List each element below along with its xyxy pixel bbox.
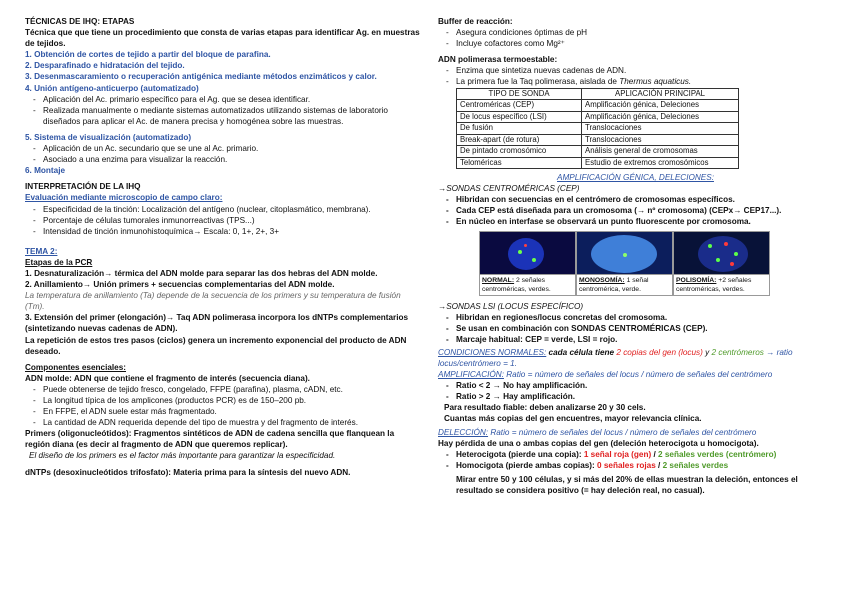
amplification-formula: [438, 369, 833, 380]
list-item: - En núcleo en interfase se observará un punto fluorescente por cromosoma.: [456, 216, 833, 227]
table-cell: Translocaciones: [582, 134, 739, 146]
list-item: - Asociado a una enzima para visualizar la reacción.: [43, 154, 420, 165]
step-4: 4. Unión antígeno-anticuerpo (automatizado): [25, 83, 199, 93]
homozygous-red: 0 señales rojas: [597, 460, 656, 470]
step-3: 3. Desenmascaramiento o recuperación antigénica mediante métodos enzimáticos y calor.: [25, 72, 377, 82]
fish-monosomy-image: [576, 231, 673, 275]
list-item: - Aplicación del Ac. primario específico para el Ag. que se desea identificar.: [43, 94, 420, 105]
table-row: [457, 146, 739, 158]
table-row: [457, 157, 739, 169]
separator: /: [655, 460, 663, 470]
normal-conditions-label: CONDICIONES NORMALES:: [438, 347, 547, 357]
species-name: Thermus aquaticus.: [619, 77, 692, 87]
list-item: [456, 460, 833, 471]
table-header: APLICACIÓN PRINCIPAL: [582, 88, 739, 100]
list-item: - Ratio < 2 → No hay amplificación.: [456, 380, 833, 391]
fish-normal: [479, 231, 576, 296]
pcr-title: Etapas de la PCR: [25, 257, 93, 267]
interpretation-title: INTERPRETACIÓN DE LA IHQ: [25, 182, 141, 192]
caption: [576, 275, 673, 296]
table-cell: De locus específico (LSI): [457, 111, 582, 123]
list-item: - Aplicación de un Ac. secundario que se une al Ac. primario.: [43, 143, 420, 154]
step-6: 6. Montaje: [25, 166, 66, 176]
list-item: - Puede obtenerse de tejido fresco, congelado, FFPE (parafina), plasma, cADN, etc.: [43, 384, 420, 395]
pcr-step-1: 1. Desnaturalización→ térmica del ADN molde para separar las dos hebras del ADN molde.: [25, 268, 378, 278]
dntps-text: dNTPs (desoxinucleótidos trifosfato): Materia prima para la síntesis del nuevo ADN.: [25, 467, 351, 477]
amplification-label: AMPLIFICACIÓN:: [438, 370, 504, 380]
left-column: [25, 16, 420, 478]
list-item: - Asegura condiciones óptimas de pH: [456, 27, 833, 38]
list-item: - Ratio > 2 → Hay amplificación.: [456, 391, 833, 402]
cep-title: →SONDAS CENTROMÉRICAS (CEP): [438, 184, 580, 194]
amplification-relevance: Cuantas más copias del gen encuentres, mayor relevancia clínica.: [444, 414, 702, 424]
step-4-list: [25, 94, 420, 127]
list-item: [456, 449, 833, 460]
amplification-list: [438, 380, 833, 402]
caption: [479, 275, 576, 296]
probe-table: [456, 88, 739, 170]
table-cell: Amplificación génica, Deleciones: [582, 111, 739, 123]
separator: /: [651, 449, 659, 459]
deletion-ratio: Ratio = número de señales del locus / número de señales del centrómero: [488, 427, 757, 437]
polymerase-title: ADN polimerasa termoestable:: [438, 55, 558, 65]
amplification-ratio: Ratio = número de señales del locus / número de señales del centrómero: [503, 370, 773, 380]
list-item: - Incluye cofactores como Mg²⁺: [456, 38, 833, 49]
table-header-row: [457, 88, 739, 100]
final-note: Mirar entre 50 y 100 células, y si más del 20% de ellas muestran la deleción, entonces el resultado se considera positivo (= hay deleción real, no casual).: [456, 474, 798, 496]
step-5-list: [25, 143, 420, 165]
conjunction: y: [702, 347, 712, 357]
caption-label: NORMAL:: [482, 276, 515, 284]
step-1: 1. Obtención de cortes de tejido a partir del bloque de parafina.: [25, 50, 271, 60]
locus-copies: 2 copias del gen (locus): [616, 347, 703, 357]
list-item: - Hibridan con secuencias en el centrómero de cromosomas específicos.: [456, 194, 833, 205]
caption: [673, 275, 770, 296]
list-item: [456, 76, 833, 87]
list-item: - Especificidad de la tinción: Localización del antígeno (nuclear, citoplasmático, membrana).: [43, 204, 420, 215]
table-row: [457, 123, 739, 135]
lsi-list: [438, 312, 833, 345]
table-row: [457, 100, 739, 112]
amplification-title: AMPLIFICACIÓN GÉNICA, DELECIONES:: [557, 173, 714, 183]
list-item: - En FFPE, el ADN suele estar más fragmentado.: [43, 406, 420, 417]
amplification-result: Para resultado fiable: deben analizarse 20 y 30 cels.: [444, 403, 646, 413]
list-item: - Hibridan en regiones/locus concretas del cromosoma.: [456, 312, 833, 323]
step-5: 5. Sistema de visualización (automatizado): [25, 132, 192, 142]
deletion-formula: [438, 427, 833, 438]
table-cell: Análisis general de cromosomas: [582, 146, 739, 158]
heterozygous-red: 1 señal roja (gen): [583, 449, 652, 459]
cep-list: [438, 194, 833, 227]
caption-label: POLISOMÍA:: [676, 276, 717, 284]
polymerase-list: [438, 65, 833, 87]
primers-text: Primers (oligonucleótidos): Fragmentos sintéticos de ADN de cadena sencilla que flanquean la región diana (es decir al fragmento de ADN que queremos replicar).: [25, 429, 395, 450]
buffer-title: Buffer de reacción:: [438, 17, 513, 26]
list-item: - Cada CEP está diseñada para un cromosoma (→ nº cromosoma) (CEPx→ CEP17...).: [456, 205, 833, 216]
list-item: - Porcentaje de células tumorales inmunorreactivas (TPS...): [43, 215, 420, 226]
primers-note: El diseño de los primers es el factor más importante para garantizar la especificidad.: [29, 451, 336, 461]
lsi-title: →SONDAS LSI (LOCUS ESPECÍFICO): [438, 301, 584, 311]
table-row: [457, 111, 739, 123]
polymerase-origin: La primera fue la Taq polimerasa, aislada de: [456, 77, 617, 87]
pcr-step-3: 3. Extensión del primer (elongación)→ Taq ADN polimerasa incorpora los dNTPs complementarios (sintetizando nuevas cadenas de ADN).: [25, 313, 409, 334]
table-cell: Estudio de extremos cromosómicos: [582, 157, 739, 169]
normal-conditions: [438, 347, 833, 369]
table-cell: Teloméricas: [457, 157, 582, 169]
components-title: Componentes esenciales:: [25, 362, 127, 372]
homozygous-label: Homocigota (pierde ambas copias):: [456, 460, 598, 470]
deletion-list: [438, 449, 833, 471]
fish-normal-image: [479, 231, 576, 275]
fish-images: [479, 231, 833, 296]
list-item: - La longitud típica de los amplicones (productos PCR) es de 150–200 pb.: [43, 395, 420, 406]
pcr-step-2-note: La temperatura de anillamiento (Ta) depende de la secuencia de los primers y su temperatura de fusión (Tm).: [25, 291, 401, 312]
list-item: - Realizada manualmente o mediante sistemas automatizados utilizando sistemas de laboratorio diseñados para aplicar el Ac. de manera precisa y homogénea sobre las muestras.: [43, 105, 420, 127]
pcr-repetition: La repetición de estos tres pasos (ciclos) genera un incremento exponencial del producto de ADN deseado.: [25, 335, 407, 356]
deletion-loss: Hay pérdida de una o ambas copias del gen (deleción heterocigota u homocigota).: [438, 438, 759, 448]
caption-label: MONOSOMÍA:: [579, 276, 625, 284]
caption-text: +2 señales centroméricas, verdes.: [676, 276, 752, 293]
list-item: - Intensidad de tinción inmunohistoquímica→ Escala: 0, 1+, 2+, 3+: [43, 226, 420, 237]
buffer-list: [438, 27, 833, 49]
tema-title: TEMA 2:: [25, 246, 58, 256]
table-header: TIPO DE SONDA: [457, 88, 582, 100]
table-cell: Centroméricas (CEP): [457, 100, 582, 112]
table-cell: De pintado cromosómico: [457, 146, 582, 158]
table-row: [457, 134, 739, 146]
homozygous-green: 2 señales verdes: [662, 460, 729, 470]
ratio-text: → ratio locus/centrómero = 1.: [438, 347, 793, 368]
step-2: 2. Desparafinado e hidratación del tejido.: [25, 61, 185, 71]
list-item: - Marcaje habitual: CEP = verde, LSI = rojo.: [456, 334, 833, 345]
table-cell: Amplificación génica, Deleciones: [582, 100, 739, 112]
section-title: TÉCNICAS DE IHQ: ETAPAS: [25, 17, 135, 26]
table-cell: Translocaciones: [582, 123, 739, 135]
right-column: [438, 16, 833, 496]
fish-monosomy: [576, 231, 673, 296]
fish-polysomy: [673, 231, 770, 296]
caption-text: 2 señales centroméricas, verdes.: [482, 276, 551, 293]
fish-polysomy-image: [673, 231, 770, 275]
table-cell: De fusión: [457, 123, 582, 135]
heterozygous-label: Heterocigota (pierde una copia):: [456, 449, 584, 459]
deletion-label: DELECCIÓN:: [438, 427, 489, 437]
normal-conditions-text: cada célula tiene: [546, 347, 617, 357]
list-item: - Se usan en combinación con SONDAS CENTROMÉRICAS (CEP).: [456, 323, 833, 334]
intro-text: Técnica que que tiene un procedimiento que consta de varias etapas para identificar Ag. en muestras de tejidos.: [25, 28, 420, 49]
adn-molde-list: [25, 384, 420, 428]
interpretation-list: [25, 204, 420, 237]
heterozygous-green: 2 señales verdes (centrómero): [658, 449, 777, 459]
list-item: - Enzima que sintetiza nuevas cadenas de ADN.: [456, 65, 833, 76]
table-cell: Break-apart (de rotura): [457, 134, 582, 146]
list-item: - La cantidad de ADN requerida depende del tipo de muestra y del fragmento de interés.: [43, 417, 420, 428]
interpretation-subtitle: Evaluación mediante microscopio de campo claro:: [25, 193, 223, 203]
pcr-step-2: 2. Anillamiento→ Unión primers + secuencias complementarias del ADN molde.: [25, 280, 335, 290]
caption-text: 1 señal centromérica, verde.: [579, 276, 649, 293]
adn-molde: ADN molde: ADN que contiene el fragmento de interés (secuencia diana).: [25, 373, 310, 383]
centromere-copies: 2 centrómeros: [711, 347, 764, 357]
